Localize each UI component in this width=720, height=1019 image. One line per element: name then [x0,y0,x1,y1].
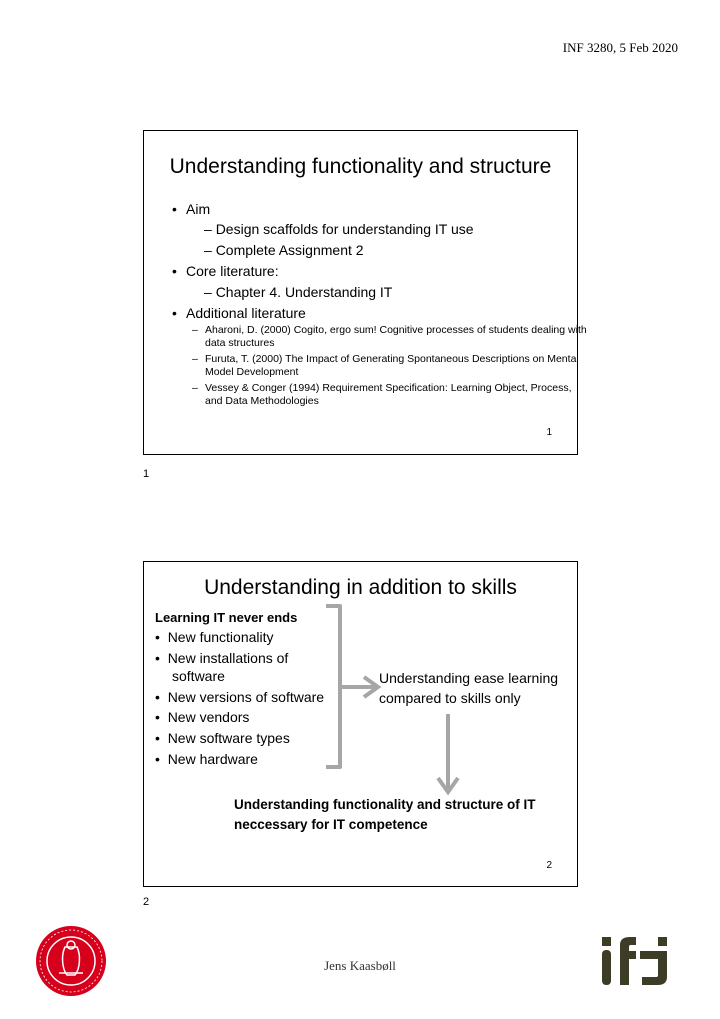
bullet-dot-icon: • [155,650,160,666]
slide-2-page-number: 2 [546,860,552,871]
footer-author: Jens Kaasbøll [324,958,396,972]
bullet-dot-icon: • [155,730,160,746]
slide-1-title: Understanding functionality and structure [169,155,552,178]
slide-2-heading: Learning IT never ends [155,610,298,625]
bullet-dot-icon: • [155,709,160,725]
bullet-dot-icon: • [155,629,160,645]
bullet-dot-icon: • [155,689,160,705]
university-seal-logo [35,925,107,997]
list-item-continuation: software [172,668,225,684]
ifi-logo [600,935,676,987]
slide-2-title: Understanding in addition to skills [204,576,517,599]
conclusion-line-1: Understanding functionality and structure of IT [234,797,536,812]
aim-item: – Complete Assignment 2 [204,242,364,258]
bullet-dot-icon: • [172,201,177,217]
understanding-line-2: compared to skills only [379,690,521,706]
bullet-dot-icon: • [155,751,160,767]
conclusion-line-2: neccessary for IT competence [234,817,428,832]
additional-item: – Aharoni, D. (2000) Cogito, ergo sum! Cognitive processes of students dealing with data structures [192,324,587,349]
list-item: • New functionality [155,629,274,645]
list-item: • New installations of [155,650,289,666]
list-item: • New vendors [155,709,250,725]
aim-item: – Design scaffolds for understanding IT use [204,221,474,237]
bullet-core-literature: • Core literature: [172,263,279,279]
slide-1 [143,130,587,455]
page-number-2: 2 [143,896,150,908]
additional-item: – Furuta, T. (2000) The Impact of Generating Spontaneous Descriptions on Mental Model Development [192,353,579,378]
slide-1-page-number: 1 [546,427,552,438]
slide-2 [143,561,578,887]
list-item: • New hardware [155,751,258,767]
page-number-1: 1 [143,468,150,480]
bullet-aim: • Aim [172,201,211,217]
core-item: – Chapter 4. Understanding IT [204,284,393,300]
bracket-icon [326,606,340,767]
additional-item: – Vessey & Conger (1994) Requirement Specification: Learning Object, Process, and Data Methodologies [192,382,572,407]
bullet-dot-icon: • [172,305,177,321]
document-header: INF 3280, 5 Feb 2020 [562,40,678,55]
bullet-additional-literature: • Additional literature [172,305,306,321]
list-item: • New versions of software [155,689,325,705]
list-item: • New software types [155,730,290,746]
understanding-line-1: Understanding ease learning [379,670,559,686]
bullet-dot-icon: • [172,263,177,279]
bracket-and-arrows [144,562,579,888]
